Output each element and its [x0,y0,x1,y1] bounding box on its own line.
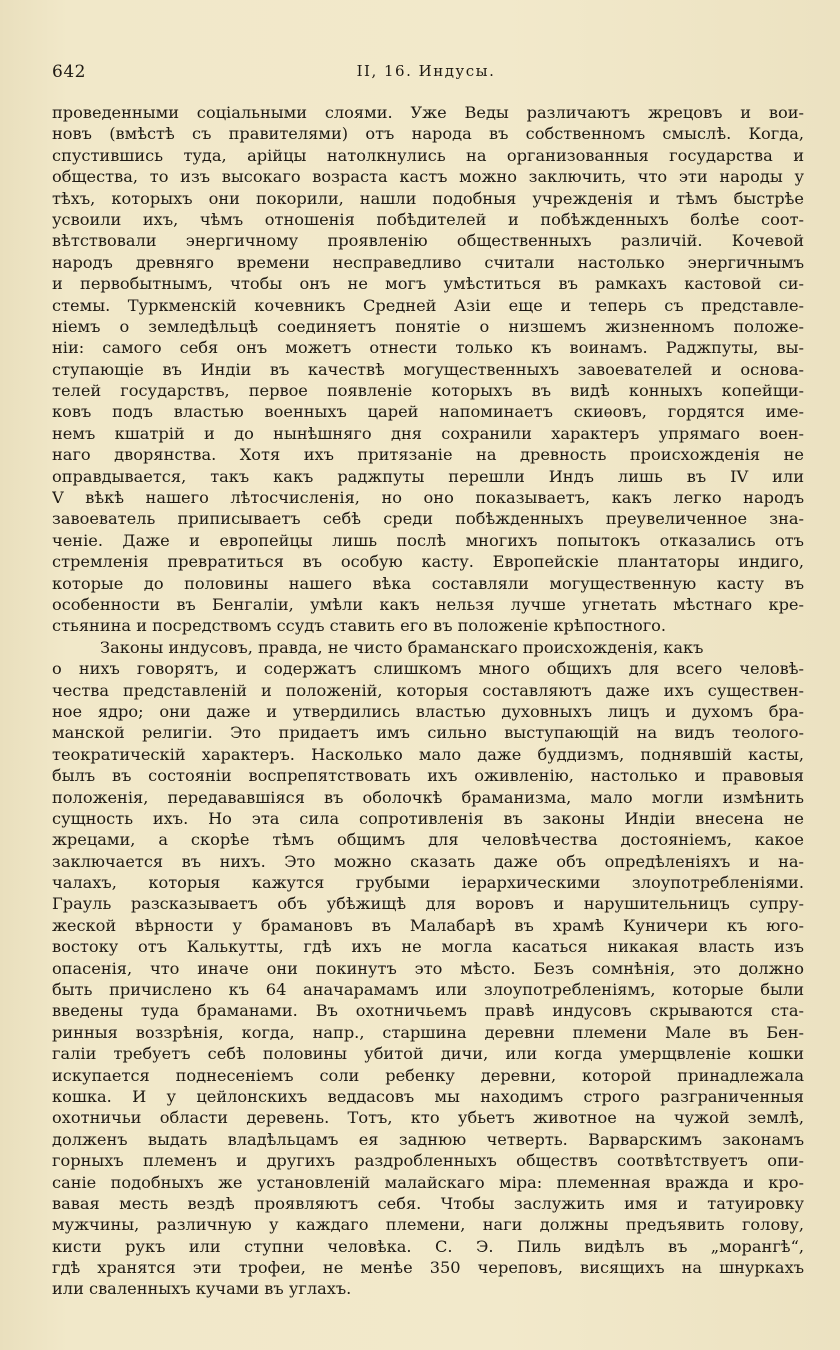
text-line: кисти рукъ или ступни человѣка. С. Э. Пиль видѣлъ въ „морангѣ“, [52,1236,804,1256]
text-line: охотничьи области деревень. Тотъ, кто убьетъ животное на чужой землѣ, [52,1108,804,1128]
text-line: проведенными соціальными слоями. Уже Веды различаютъ жрецовъ и вои- [52,103,804,122]
text-line: Грауль разсказываетъ объ убѣжищѣ для воровъ и нарушительницъ супру- [52,894,804,914]
text-line: положенія, передававшіяся въ оболочкѣ браманизма, мало могли измѣнить [52,787,804,807]
text-line: завоеватель приписываетъ себѣ среди побѣжденныхъ преувеличенное зна- [52,509,804,529]
text-line: вавая месть вездѣ проявляютъ себя. Чтобы заслужить имя и татуировку [52,1193,804,1213]
page-number: 642 [52,62,86,82]
text-line: ніи: самого себя онъ можетъ отнести только къ воинамъ. Раджпуты, вы- [52,338,804,358]
text-line: вѣтствовали энергичному проявленію общественныхъ различій. Кочевой [52,231,804,251]
text-line: жеской вѣрности у брамановъ въ Малабарѣ въ храмѣ Куничери къ юго- [52,915,804,935]
text-line: V вѣкѣ нашего лѣтосчисленія, но оно показываетъ, какъ легко народъ [52,488,804,508]
text-line: востоку отъ Калькутты, гдѣ ихъ не могла касаться никакая власть изъ [52,937,804,957]
text-line: которые до половины нашего вѣка составляли могущественную касту въ [52,573,804,593]
text-line: телей государствъ, первое появленіе которыхъ въ видѣ конныхъ копейщи- [52,381,804,401]
text-line: заключается въ нихъ. Это можно сказать даже объ опредѣленіяхъ и на- [52,851,804,871]
text-line: ніемъ о земледѣльцѣ соединяетъ понятіе о низшемъ жизненномъ положе- [52,316,804,336]
text-line: спустившись туда, арійцы натолкнулись на организованныя государства и [52,145,804,165]
text-line: чества представленій и положеній, которыя составляютъ даже ихъ существен- [52,680,804,700]
text-line: стремленія превратиться въ особую касту. Европейскіе плантаторы индиго, [52,552,804,572]
paragraph [52,637,804,1300]
text-line: былъ въ состояніи воспрепятствовать ихъ оживленію, настолько и правовыя [52,766,804,786]
text-line: мужчины, различную у каждаго племени, наги должны предъявить голову, [52,1215,804,1235]
text-line: стьянина и посредствомъ ссудъ ставить его въ положеніе крѣпостного. [52,616,667,636]
text-line: или сваленныхъ кучами въ углахъ. [52,1279,352,1299]
text-line: быть причислено къ 64 аначарамамъ или злоупотребленіямъ, которые были [52,980,804,1000]
text-line: особенности въ Бенгаліи, умѣли какъ нельзя лучше угнетать мѣстнаго кре- [52,594,804,614]
text-line: новъ (вмѣстѣ съ правителями) отъ народа въ собственномъ смыслѣ. Когда, [52,124,804,144]
page-header [52,62,800,86]
text-line: ринныя воззрѣнія, когда, напр., старшина деревни племени Мале въ Бен- [52,1022,804,1042]
text-line: введены туда браманами. Въ охотничьемъ правѣ индусовъ скрываются ста- [52,1001,804,1021]
running-head: II, 16. Индусы. [356,62,496,80]
text-line: наго дворянства. Хотя ихъ притязаніе на древность происхожденія не [52,445,804,465]
text-line: и первобытнымъ, чтобы онъ не могъ умѣститься въ рамкахъ кастовой си- [52,274,804,294]
text-line: народъ древняго времени несправедливо считали настолько энергичнымъ [52,252,804,272]
text-line: немъ кшатрій и до нынѣшняго дня сохранили характеръ упрямаго воен- [52,423,804,443]
text-line: сущность ихъ. Но эта сила сопротивленія въ законы Индіи внесена не [52,808,804,828]
text-line: тѣхъ, которыхъ они покорили, нашли подобныя учрежденія и тѣмъ быстрѣе [52,188,804,208]
text-line: жрецами, а скорѣе тѣмъ общимъ для человѣчества достояніемъ, какое [52,830,804,850]
text-line: горныхъ племенъ и другихъ раздробленныхъ обществъ соотвѣтствуетъ опи- [52,1151,804,1171]
body-text [52,102,804,1300]
text-line: ковъ подъ властью военныхъ царей напоминаетъ скиѳовъ, гордятся име- [52,402,804,422]
text-line: о нихъ говорятъ, и содержатъ слишкомъ много общихъ для всего человѣ- [52,659,804,679]
text-line: чалахъ, которыя кажутся грубыми іерархическими злоупотребленіями. [52,873,804,893]
text-line: саніе подобныхъ же установленій малайскаго міра: племенная вражда и кро- [52,1172,804,1192]
text-line: стемы. Туркменскій кочевникъ Средней Азіи еще и теперь съ представле- [52,295,804,315]
text-line: манской религіи. Это придаетъ имъ сильно выступающій на видъ теолого- [52,723,804,743]
text-line: ступающіе въ Индіи въ качествѣ могущественныхъ завоевателей и основа- [52,359,804,379]
text-line: ченіе. Даже и европейцы лишь послѣ многихъ попытокъ отказались отъ [52,530,804,550]
text-line: опасенія, что иначе они покинутъ это мѣсто. Безъ сомнѣнія, это должно [52,958,804,978]
text-line: общества, то изъ высокаго возраста кастъ можно заключить, что эти народы у [52,167,804,187]
paragraph [52,102,804,637]
text-line: усвоили ихъ, чѣмъ отношенія побѣдителей и побѣжденныхъ болѣе соот- [52,209,804,229]
text-line: кошка. И у цейлонскихъ веддасовъ мы находимъ строго разграниченныя [52,1086,804,1106]
text-line: теократическій характеръ. Насколько мало даже буддизмъ, поднявшій касты, [52,744,804,764]
text-line: Законы индусовъ, правда, не чисто браманскаго происхожденія, какъ [100,637,704,657]
text-line: ное ядро; они даже и утвердились властью духовныхъ лицъ и духомъ бра- [52,701,804,721]
text-line: гдѣ хранятся эти трофеи, не менѣе 350 череповъ, висящихъ на шнуркахъ [52,1258,804,1278]
text-line: оправдывается, такъ какъ раджпуты перешли Индъ лишь въ IV или [52,466,804,486]
text-line: галіи требуетъ себѣ половины убитой дичи, или когда умерщвленіе кошки [52,1044,804,1064]
text-line: искупается поднесеніемъ соли ребенку деревни, которой принадлежала [52,1065,804,1085]
text-line: долженъ выдать владѣльцамъ ея заднюю четверть. Варварскимъ законамъ [52,1129,804,1149]
